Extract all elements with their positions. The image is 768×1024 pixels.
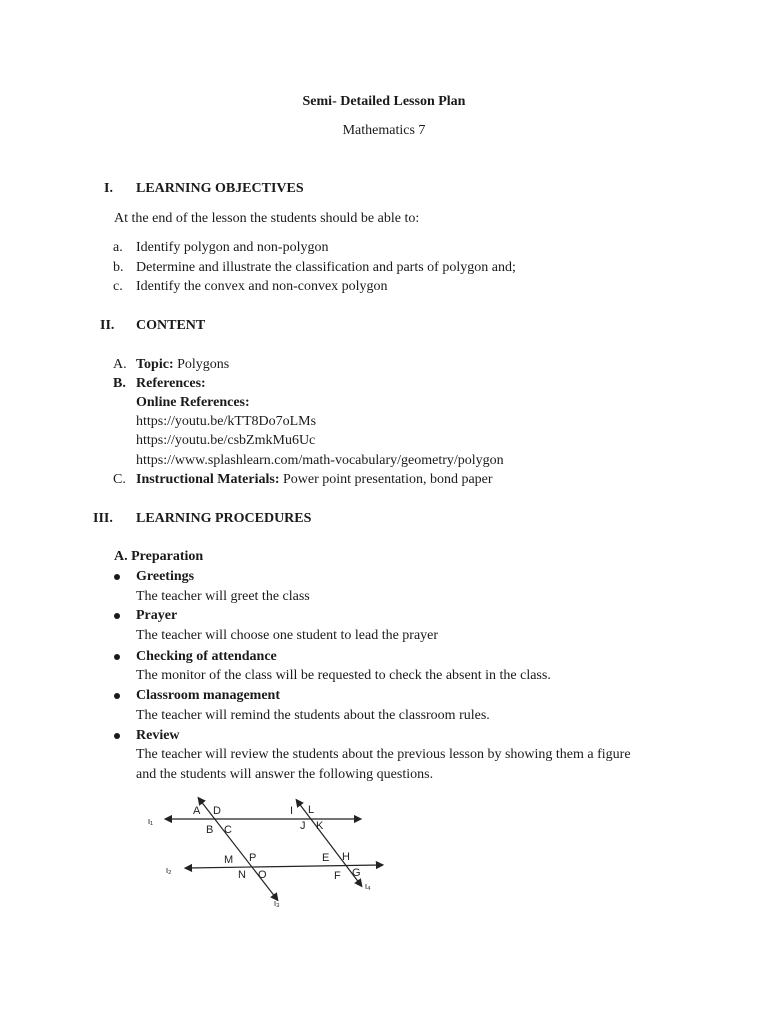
line-label-l3: ι₃ xyxy=(274,898,280,908)
objective-marker: c. xyxy=(113,279,123,294)
procedure-item-text: The teacher will review the students about the previous lesson by showing them a figure xyxy=(136,747,631,762)
procedure-item-title: Classroom management xyxy=(136,688,281,703)
angle-label: N xyxy=(238,869,246,881)
procedure-item-text: The teacher will choose one student to lead the prayer xyxy=(136,628,439,643)
section-numeral-objectives: I. xyxy=(104,181,113,196)
materials-value: Power point presentation, bond paper xyxy=(282,472,493,487)
angle-label: P xyxy=(249,852,257,864)
angle-label: C xyxy=(224,824,232,836)
section-heading-content: CONTENT xyxy=(136,318,206,333)
content-materials xyxy=(136,471,493,489)
section-heading-procedures: LEARNING PROCEDURES xyxy=(136,511,312,526)
line-label-l4: ι₄ xyxy=(365,881,371,891)
bullet-icon xyxy=(114,654,120,660)
bullet-icon xyxy=(114,693,120,699)
content-marker-topic: A. xyxy=(113,357,127,372)
procedure-item-text: The monitor of the class will be requested to check the absent in the class. xyxy=(136,668,551,683)
angle-label: F xyxy=(334,870,341,882)
references-label: References: xyxy=(136,376,206,391)
procedure-item-title: Checking of attendance xyxy=(136,649,277,664)
transversal-figure xyxy=(136,792,406,914)
angle-label: L xyxy=(308,804,315,816)
angle-label: H xyxy=(342,851,350,863)
document-title: Semi- Detailed Lesson Plan xyxy=(302,94,466,109)
angle-label: B xyxy=(206,824,214,836)
materials-label: Instructional Materials: xyxy=(136,472,280,487)
angle-label: I xyxy=(290,805,294,817)
procedure-item-text: The teacher will greet the class xyxy=(136,589,310,604)
objective-text: Determine and illustrate the classification and parts of polygon and; xyxy=(136,260,516,275)
procedure-item-text-continued: and the students will answer the following questions. xyxy=(136,767,434,782)
angle-label: O xyxy=(258,869,267,881)
objective-text: Identify the convex and non-convex polygon xyxy=(136,279,388,294)
line-label-l2: ι₂ xyxy=(166,865,172,875)
objective-marker: b. xyxy=(113,260,124,275)
document-subject: Mathematics 7 xyxy=(342,123,426,138)
content-topic xyxy=(136,356,229,374)
section-numeral-content: II. xyxy=(100,318,115,333)
procedure-item-title: Prayer xyxy=(136,608,178,623)
procedure-item-title: Review xyxy=(136,728,180,743)
bullet-icon xyxy=(114,613,120,619)
online-references-label: Online References: xyxy=(136,395,250,410)
angle-label: E xyxy=(322,852,330,864)
section-numeral-procedures: III. xyxy=(93,511,113,526)
angle-label: M xyxy=(224,854,234,866)
content-marker-materials: C. xyxy=(113,472,126,487)
angle-label: J xyxy=(300,820,306,832)
topic-label: Topic: xyxy=(136,357,174,372)
procedure-item-text: The teacher will remind the students about the classroom rules. xyxy=(136,708,490,723)
angle-label: G xyxy=(352,867,361,879)
bullet-icon xyxy=(114,574,120,580)
procedure-preparation: A. Preparation xyxy=(114,549,204,564)
content-marker-references: B. xyxy=(113,376,126,391)
section-heading-objectives: LEARNING OBJECTIVES xyxy=(136,181,304,196)
line-label-l1: ι₁ xyxy=(148,816,154,826)
reference-link[interactable]: https://www.splashlearn.com/math-vocabulary/geometry/polygon xyxy=(136,453,504,468)
objective-text: Identify polygon and non-polygon xyxy=(136,240,329,255)
reference-link[interactable]: https://youtu.be/kTT8Do7oLMs xyxy=(136,414,317,429)
line-l3 xyxy=(200,800,276,898)
reference-link[interactable]: https://youtu.be/csbZmkMu6Uc xyxy=(136,433,316,448)
procedure-item-title: Greetings xyxy=(136,569,195,584)
topic-value: Polygons xyxy=(177,357,230,372)
angle-label: K xyxy=(316,820,324,832)
objectives-intro: At the end of the lesson the students should be able to: xyxy=(114,211,420,226)
angle-label: D xyxy=(213,805,221,817)
bullet-icon xyxy=(114,733,120,739)
angle-label: A xyxy=(193,805,201,817)
objective-marker: a. xyxy=(113,240,123,255)
